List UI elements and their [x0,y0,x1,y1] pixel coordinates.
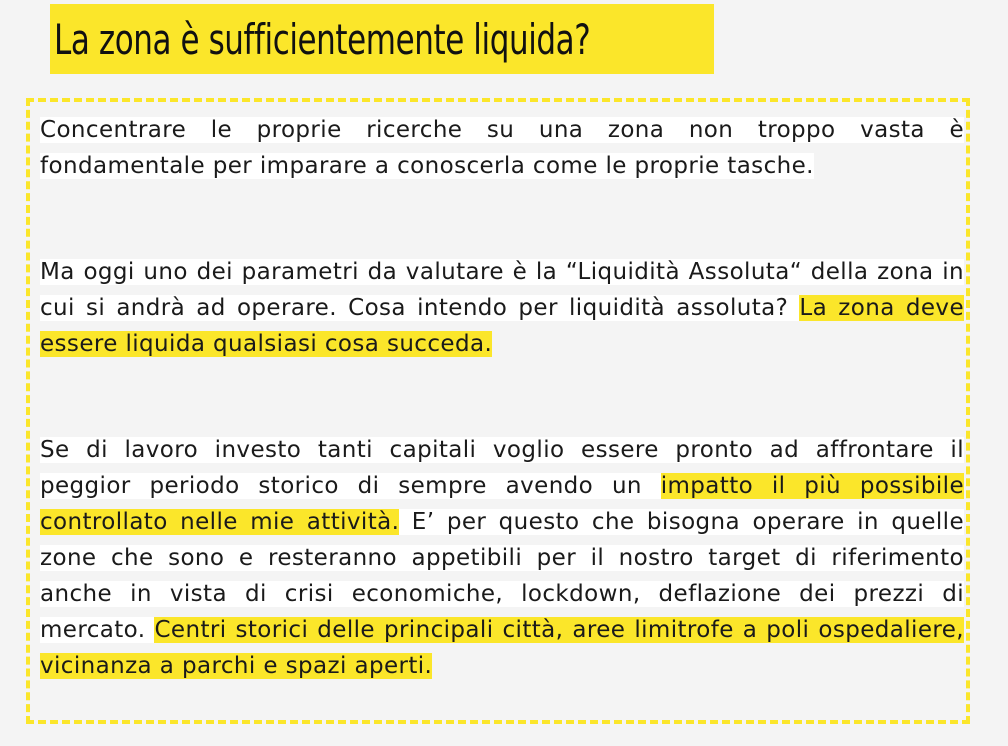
content-body [40,112,964,684]
paragraph-2-highlight: La zona deve essere liquida qualsiasi cosa succeda. [40,295,964,357]
page-title: La zona è sufficientemente liquida? [54,14,591,64]
paragraph-3 [40,432,964,684]
paragraph-2 [40,254,964,362]
paragraph-3-highlight-b: Centri storici delle principali città, aree limitrofe a poli ospedaliere, vicinanza a parchi e spazi aperti. [40,617,964,679]
title-highlight [50,4,714,74]
paragraph-3-highlight-a: impatto il più possibile controllato nelle mie attività. [40,473,964,535]
paragraph-2-text: Ma oggi uno dei parametri da valutare è la “Liquidità Assoluta“ della zona in cui si andrà ad operare. Cosa intendo per liquidità assoluta? [40,259,964,321]
paragraph-1 [40,112,964,184]
paragraph-3-text-a: Se di lavoro investo tanti capitali voglio essere pronto ad affrontare il peggior periodo storico di sempre avendo un [40,437,964,499]
paragraph-3-text-b: E’ per questo che bisogna operare in quelle zone che sono e resteranno appetibili per il nostro target di riferimento anche in vista di crisi economiche, lockdown, deflazione dei prezzi di mercato. [40,509,964,643]
paragraph-1-text: Concentrare le proprie ricerche su una zona non troppo vasta è fondamentale per imparare a conoscerla come le proprie tasche. [40,117,964,179]
